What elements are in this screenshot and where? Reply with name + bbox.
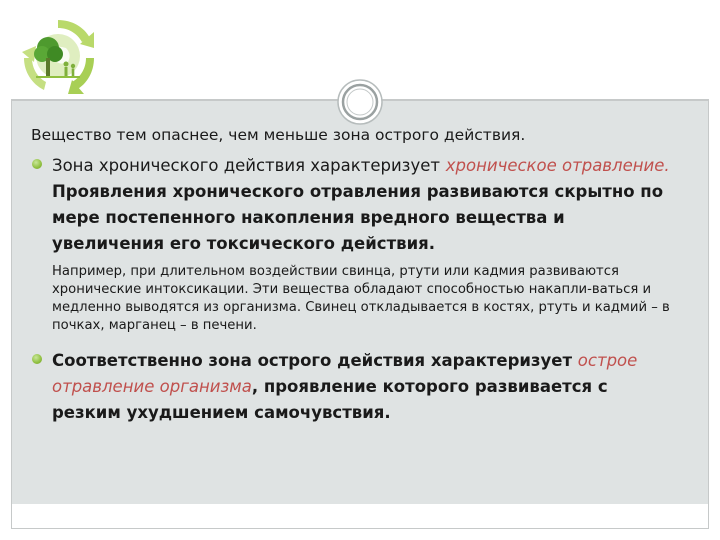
bullet-dot-icon [32,354,42,364]
bullet1-accent-period: . [664,156,670,175]
bullet2-accent: острое отравление организма [52,351,638,396]
example-text: Например, при длительном воздействии свинца, ртути или кадмия развиваются хронические интоксикации. Эти вещества обладают способностью накапли-ваться и медленно выводятся из организма. Свинец откладывается в костях, ртуть и кадмий – в почках, марганец – в печени. [52,264,670,333]
slide-footer-band [12,504,708,528]
bullet-acute-zone [31,348,681,426]
ring-ornament-icon [336,78,384,126]
bullet2-rest: , проявление которого развивается с резким ухудшением самочувствия. [52,377,608,422]
bullet2-lead: Соответственно зона острого действия характеризует [52,351,573,370]
bullet-chronic-zone [31,153,681,257]
bullet-dot-icon [32,159,42,169]
bullet1-accent: хроническое отравление [445,156,665,175]
bullet1-rest: Проявления хронического отравления развиваются скрытно по мере постепенного накопления вредного вещества и увеличения его токсического действия. [52,182,664,253]
recycle-tree-logo [14,14,102,98]
intro-text: Вещество тем опаснее, чем меньше зона острого действия. [31,126,526,144]
bullet1-lead: Зона хронического действия характеризует [52,156,440,175]
slide-body [31,126,681,426]
